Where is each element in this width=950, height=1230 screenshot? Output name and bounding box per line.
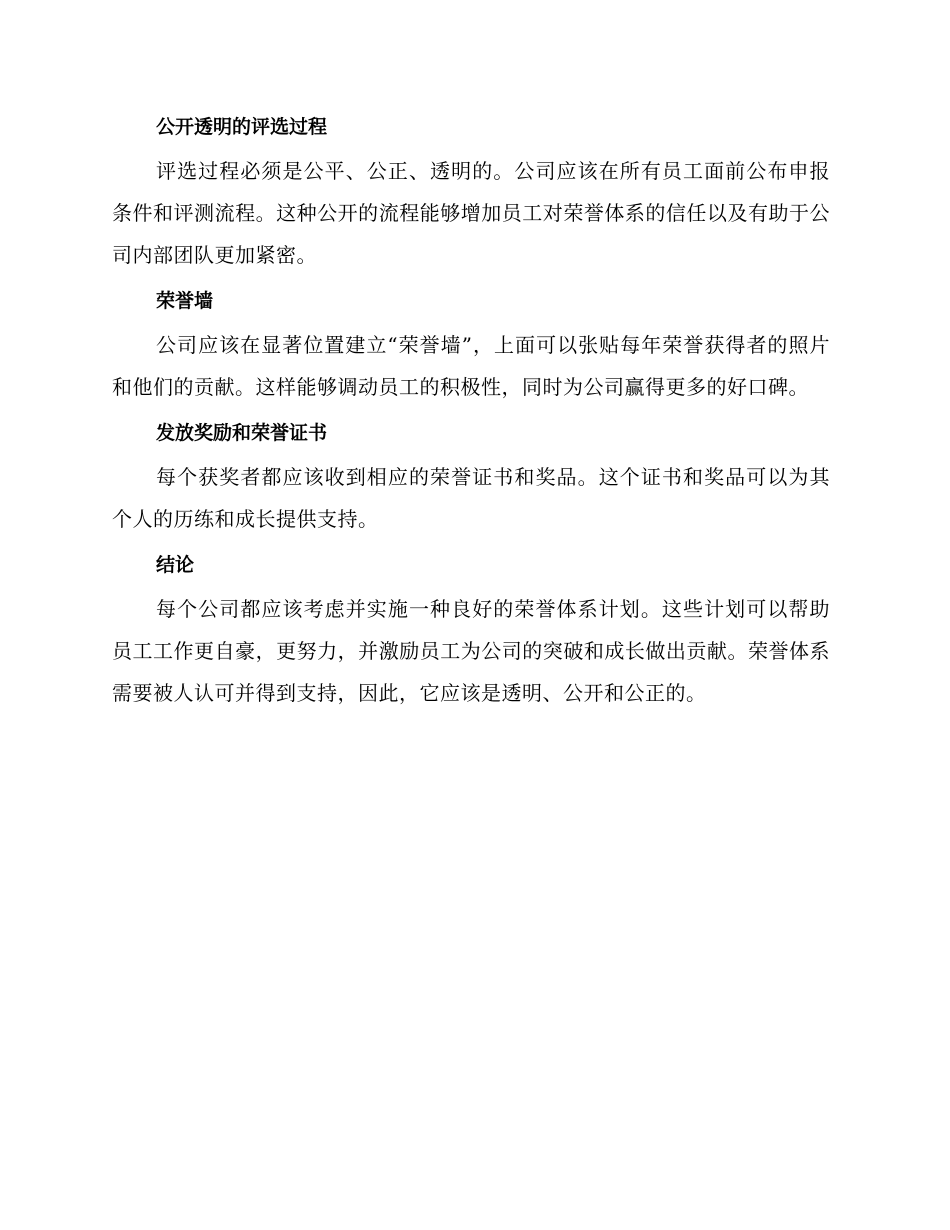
section-heading: 结论: [156, 554, 195, 576]
document-body: [112, 108, 830, 720]
section-paragraph: 公司应该在显著位置建立“荣誉墙”，上面可以张贴每年荣誉获得者的照片和他们的贡献。这样能够调动员工的积极性，同时为公司赢得更多的好口碑。: [112, 333, 830, 399]
section-heading: 发放奖励和荣誉证书: [156, 422, 328, 444]
section-paragraph: 每个公司都应该考虑并实施一种良好的荣誉体系计划。这些计划可以帮助员工工作更自豪，更努力，并激励员工为公司的突破和成长做出贡献。荣誉体系需要被人认可并得到支持，因此，它应该是透明、公开和公正的。: [112, 597, 830, 705]
section-honor-wall: [112, 282, 830, 408]
section-conclusion: [112, 546, 830, 714]
section-paragraph: 每个获奖者都应该收到相应的荣誉证书和奖品。这个证书和奖品可以为其个人的历练和成长提供支持。: [112, 465, 830, 531]
section-paragraph: 评选过程必须是公平、公正、透明的。公司应该在所有员工面前公布申报条件和评测流程。这种公开的流程能够增加员工对荣誉体系的信任以及有助于公司内部团队更加紧密。: [112, 159, 830, 267]
section-transparent-selection: [112, 108, 830, 276]
section-awards-certificates: [112, 414, 830, 540]
section-heading: 公开透明的评选过程: [156, 116, 328, 138]
section-heading: 荣誉墙: [156, 290, 214, 312]
